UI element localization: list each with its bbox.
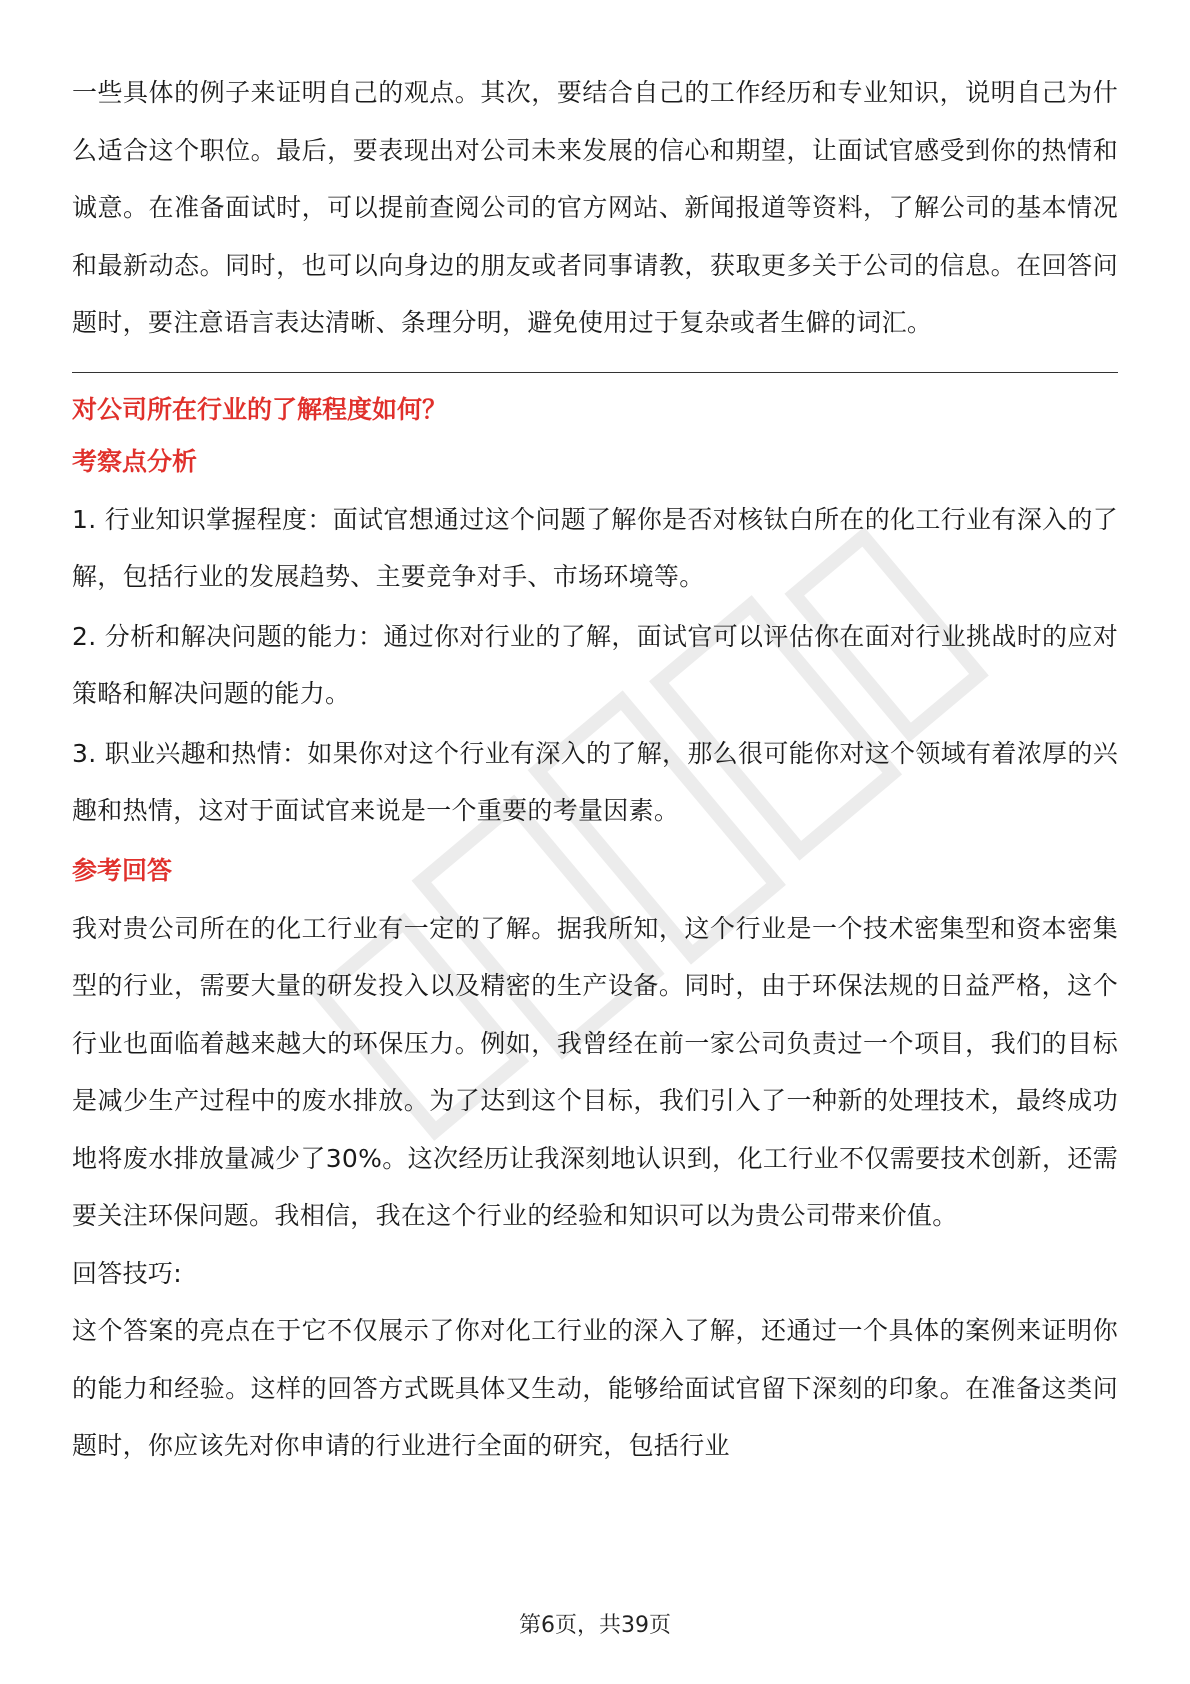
tips-heading: 回答技巧: xyxy=(72,1258,182,1288)
analysis-item-1: 1. 行业知识掌握程度：面试官想通过这个问题了解你是否对核钛白所在的化工行业有深入的了解，包括行业的发展趋势、主要竞争对手、市场环境等。 xyxy=(72,504,1118,591)
analysis-item-3: 3. 职业兴趣和热情：如果你对这个行业有深入的了解，那么很可能你对这个领域有着浓厚的兴趣和热情，这对于面试官来说是一个重要的考量因素。 xyxy=(72,738,1118,825)
content-area xyxy=(72,64,1118,1475)
question-title: 对公司所在行业的了解程度如何？ xyxy=(72,394,448,424)
page-number-footer: 第6页，共39页 xyxy=(519,1613,671,1638)
analysis-heading: 考察点分析 xyxy=(72,446,198,476)
section-divider xyxy=(72,372,1118,373)
answer-paragraph: 我对贵公司所在的化工行业有一定的了解。据我所知，这个行业是一个技术密集型和资本密集型的行业，需要大量的研发投入以及精密的生产设备。同时，由于环保法规的日益严格，这个行业也面临着越来越大的环保压力。例如，我曾经在前一家公司负责过一个项目，我们的目标是减少生产过程中的废水排放。为了达到这个目标，我们引入了一种新的处理技术，最终成功地将废水排放量减少了30%。这次经历让我深刻地认识到，化工行业不仅需要技术创新，还需要关注环保问题。我相信，我在这个行业的经验和知识可以为贵公司带来价值。 xyxy=(72,913,1118,1230)
tips-paragraph: 这个答案的亮点在于它不仅展示了你对化工行业的深入了解，还通过一个具体的案例来证明你的能力和经验。这样的回答方式既具体又生动，能够给面试官留下深刻的印象。在准备这类问题时，你应该先对你申请的行业进行全面的研究，包括行业 xyxy=(72,1316,1118,1460)
intro-paragraph: 一些具体的例子来证明自己的观点。其次，要结合自己的工作经历和专业知识，说明自己为什么适合这个职位。最后，要表现出对公司未来发展的信心和期望，让面试官感受到你的热情和诚意。在准备面试时，可以提前查阅公司的官方网站、新闻报道等资料，了解公司的基本情况和最新动态。同时，也可以向身边的朋友或者同事请教，获取更多关于公司的信息。在回答问题时，要注意语言表达清晰、条理分明，避免使用过于复杂或者生僻的词汇。 xyxy=(72,78,1118,337)
answer-heading: 参考回答 xyxy=(72,855,173,885)
analysis-item-2: 2. 分析和解决问题的能力：通过你对行业的了解，面试官可以评估你在面对行业挑战时的应对策略和解决问题的能力。 xyxy=(72,621,1118,708)
